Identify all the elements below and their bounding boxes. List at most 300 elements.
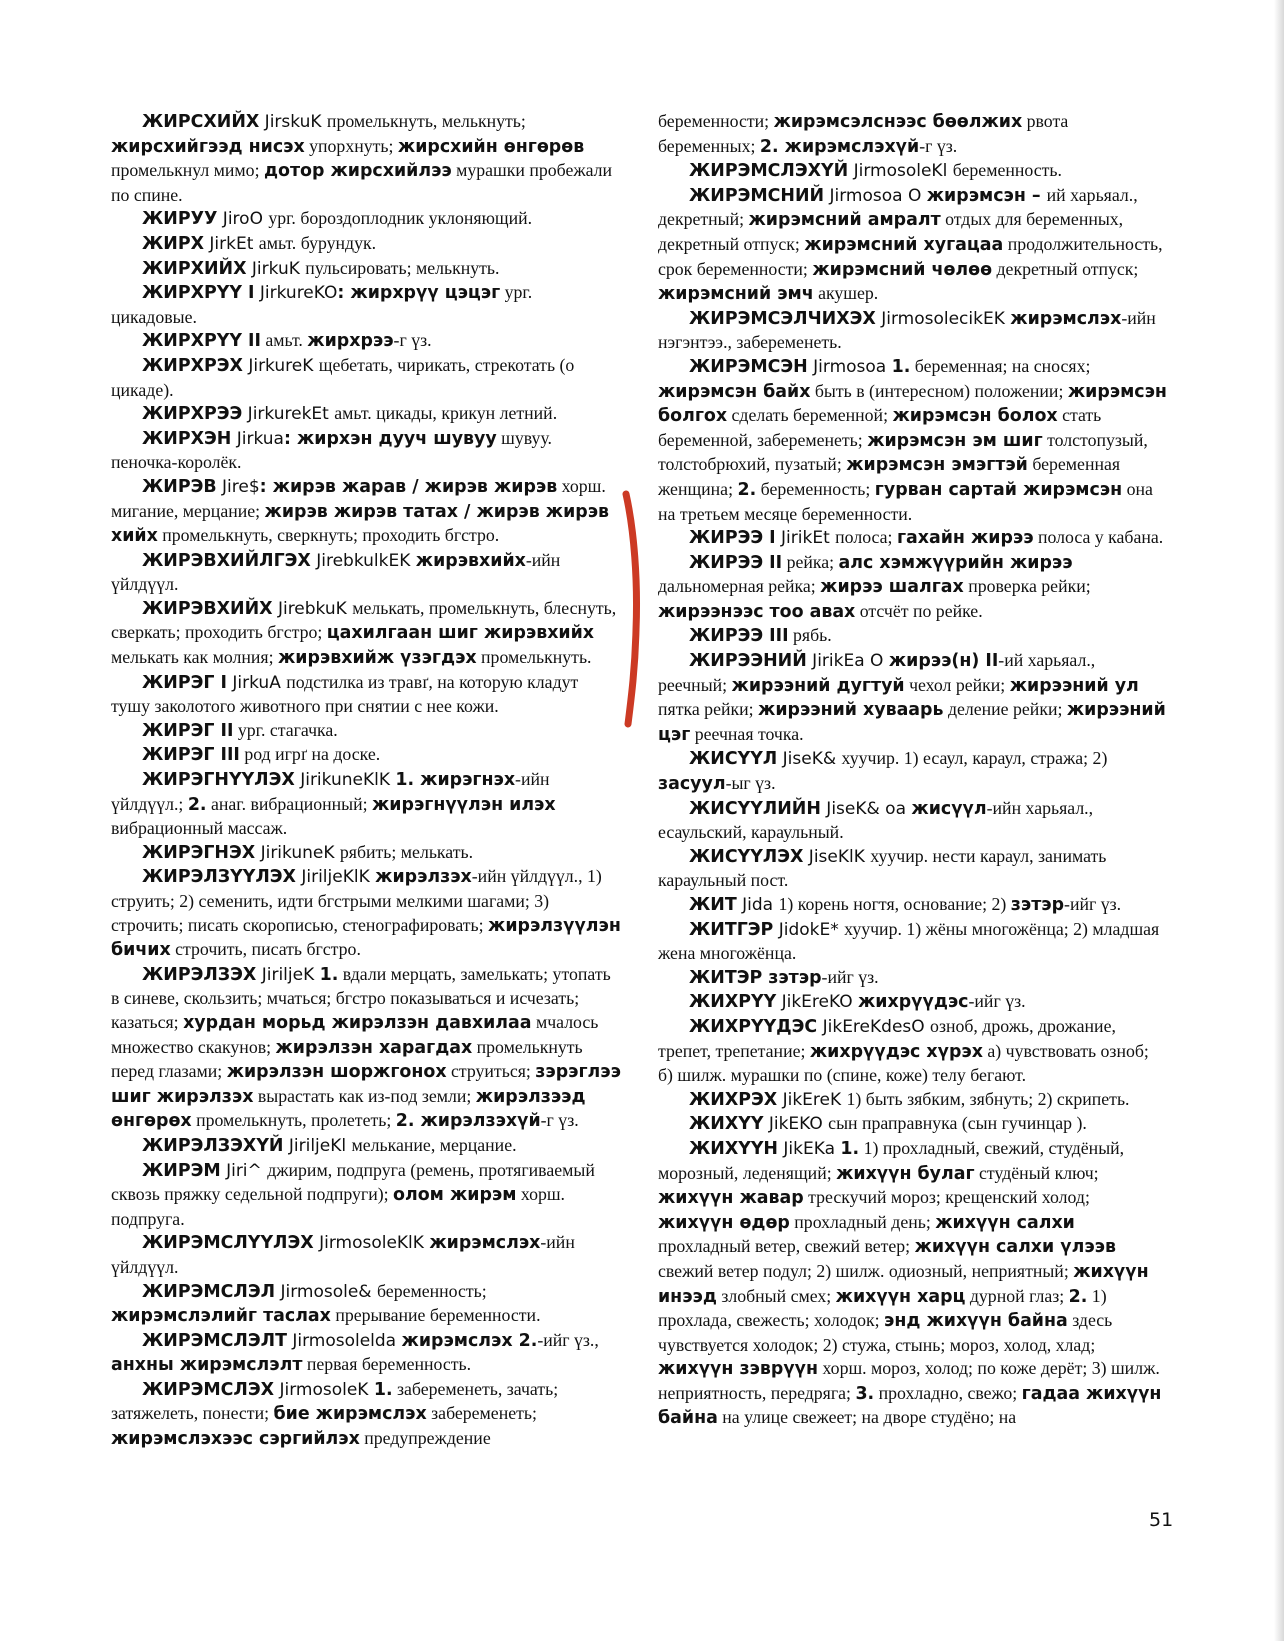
entry-definition: шувуу. пеночка-королёк. xyxy=(111,427,552,473)
entry-definition: вдали мерцать, замелькать; утопать в синеве, скользить; мчаться; бгстро показываться и исчезать; казаться; xyxy=(111,963,611,1032)
entry-phrase: жирэлзүүлэн бичих xyxy=(111,915,621,961)
dictionary-entry xyxy=(658,526,1168,551)
entry-headword: ЖИРЭМСЛЭЛ xyxy=(142,1281,276,1302)
entry-definition: беременность; xyxy=(376,1280,487,1301)
entry-definition: упорхнуть; xyxy=(304,135,398,156)
dictionary-entry xyxy=(658,990,1168,1015)
entry-phrase: 1. xyxy=(840,1138,860,1159)
entry-definition: 1) быть зябким, зябнуть; 2) скрипеть. xyxy=(846,1088,1130,1109)
entry-definition: ург. бороздоплодник уклоняющий. xyxy=(268,208,533,229)
entry-headword: ЖИРХРҮҮ I xyxy=(142,283,255,304)
entry-transliteration: JirmosoleKl xyxy=(848,161,953,182)
entry-transliteration: JiriljeK xyxy=(256,964,320,985)
entry-phrase: жисүүл xyxy=(911,798,987,819)
entry-phrase: жирээний хуваарь xyxy=(758,700,944,721)
entry-phrase: зэтэр xyxy=(1010,895,1065,915)
entry-headword: ЖИРЭГ III xyxy=(142,745,240,766)
entry-phrase: жирэмслэх xyxy=(429,1233,541,1254)
entry-transliteration: JirmosoleKlK xyxy=(313,1233,430,1254)
entry-transliteration: Jirkua xyxy=(231,428,284,449)
dictionary-entry xyxy=(658,893,1168,918)
entry-transliteration: JirkuA xyxy=(226,672,287,693)
entry-phrase: жирэлзэн шоржгонох xyxy=(226,1062,447,1083)
entry-definition: стать беременной, забеременеть; xyxy=(658,405,1102,450)
entry-definition: мурашки пробежали по спине. xyxy=(111,160,613,205)
entry-phrase: : жирхэн дууч шувуу xyxy=(283,428,497,449)
entry-definition: подстилка из травґ, на которую кладут тушу заколотого животного при снятии с нее кожи. xyxy=(111,671,579,717)
entry-headword: ЖИРЭВ xyxy=(142,476,217,497)
dictionary-entry xyxy=(111,207,621,232)
entry-transliteration: JikEreKdesO xyxy=(817,1016,931,1037)
entry-headword: ЖИРЭВХИЙЛГЭХ xyxy=(142,550,311,571)
dictionary-entry xyxy=(111,1159,621,1232)
entry-transliteration: JikEreK xyxy=(777,1089,847,1110)
entry-transliteration: Jida xyxy=(736,895,779,915)
page-number: 51 xyxy=(1149,1509,1174,1531)
entry-definition: промелькнуть, пролететь; xyxy=(191,1110,396,1131)
entry-transliteration: JiseKlK xyxy=(803,846,871,867)
dictionary-entry xyxy=(658,845,1168,893)
entry-headword: ЖИТЭР xyxy=(689,967,763,988)
entry-definition: -ийн үйлдүүл.; xyxy=(111,769,550,814)
entry-headword: ЖИРЭМСЛЭХ xyxy=(142,1379,275,1400)
entry-headword: ЖИСҮҮЛ xyxy=(689,749,778,770)
dictionary-entry xyxy=(111,549,621,597)
entry-definition: дурной глаз; xyxy=(965,1285,1069,1306)
entry-headword: ЖИРЭЭ I xyxy=(689,528,776,549)
entry-phrase: хурдан морьд жирэлзэн давхилаа xyxy=(183,1012,532,1033)
entry-definition: рябить; мелькать. xyxy=(339,841,474,862)
entry-phrase: жихрүүдэс xyxy=(858,992,969,1013)
entry-headword: ЖИРЭМСЛҮҮЛЭХ xyxy=(142,1233,314,1254)
entry-definition: чехол рейки; xyxy=(904,674,1010,695)
entry-definition: пульсировать; мелькнуть. xyxy=(305,257,500,278)
entry-phrase: жирээ(н) II xyxy=(888,651,999,672)
entry-transliteration: Jire$ xyxy=(216,476,260,497)
entry-definition: род игрґ на доске. xyxy=(239,744,381,765)
entry-phrase: жирэмсэлснээс бөөлжих xyxy=(773,112,1023,132)
entry-phrase: жирэмсэн – xyxy=(926,185,1047,206)
entry-definition: продолжительность, срок беременности; xyxy=(658,233,1163,279)
dictionary-entry xyxy=(111,354,621,402)
entry-phrase: зэрэглээ шиг жирэлзэх xyxy=(111,1062,621,1107)
entry-transliteration: JirkEt xyxy=(204,233,259,254)
entry-definition: хуучир. 1) есаул, караул, стража; 2) xyxy=(841,748,1108,769)
entry-transliteration: JiseK& oa xyxy=(820,798,912,819)
entry-phrase: жирээний цэг xyxy=(658,700,1166,745)
entry-definition: декретный отпуск; xyxy=(992,258,1139,279)
dictionary-entry xyxy=(111,671,621,719)
entry-definition: щебетать, чирикать, стрекотать (о цикаде). xyxy=(111,354,575,400)
entry-headword: ЖИХРҮҮДЭС xyxy=(689,1016,818,1037)
dictionary-entry xyxy=(111,402,621,427)
entry-definition: полоса у кабана. xyxy=(1033,527,1164,548)
entry-definition: -ийн нэгэнтээ., забеременеть. xyxy=(658,307,1156,353)
entry-phrase: цахилгаан шиг жирэвхийх xyxy=(326,623,595,644)
entry-phrase: жихүүн жавар xyxy=(658,1188,804,1209)
dictionary-entry xyxy=(658,966,1168,991)
dictionary-entry xyxy=(658,1088,1168,1113)
entry-transliteration: JirskuK xyxy=(259,112,327,132)
entry-definition: свежий ветер подул; 2) шилж. одиозный, неприятный; xyxy=(658,1260,1074,1281)
entry-transliteration: JirikEa O xyxy=(806,651,889,672)
entry-headword: ЖИСҮҮЛЭХ xyxy=(689,846,804,867)
right-column xyxy=(658,110,1168,1431)
entry-transliteration: JirkuK xyxy=(246,258,306,279)
entry-transliteration: Jirmosoa xyxy=(807,356,892,377)
entry-phrase: жирээний ул xyxy=(1009,675,1139,696)
entry-headword: ЖИТГЭР xyxy=(689,919,774,940)
entry-transliteration: JirkureKO xyxy=(254,283,338,304)
entry-headword: ЖИРЭЭНИЙ xyxy=(689,651,807,672)
entry-headword: ЖИРЭГНҮҮЛЭХ xyxy=(142,770,295,791)
entry-headword: ЖИРЭМСЛЭХҮЙ xyxy=(689,161,849,182)
entry-headword: ЖИРЭЛЗЭХҮЙ xyxy=(142,1135,284,1156)
dictionary-entry xyxy=(111,281,621,329)
entry-phrase: жихүүн салхи үлээв xyxy=(914,1237,1116,1258)
entry-headword: ЖИРХРЭЭ xyxy=(142,404,243,425)
dictionary-entry xyxy=(658,355,1168,526)
entry-transliteration: Jiri^ xyxy=(220,1160,268,1181)
entry-definition: 1) прохлада, свежесть; холодок; xyxy=(658,1285,1107,1331)
entry-phrase: гадаа жихүүн байна xyxy=(658,1383,1162,1429)
entry-headword: ЖИХҮҮ xyxy=(689,1114,764,1135)
entry-headword: ЖИРСХИЙХ xyxy=(142,112,260,132)
entry-definition: озноб, дрожь, дрожание, трепет, трепетание; xyxy=(658,1015,1116,1061)
entry-phrase: жирэлзээд өнгөрөх xyxy=(111,1086,586,1132)
entry-definition: амьт. цикады, крикун летний. xyxy=(334,403,558,424)
entry-definition: ий харьяал., декретный; xyxy=(658,184,1138,230)
entry-definition: промелькнуть перед глазами; xyxy=(111,1036,583,1082)
dictionary-entry xyxy=(111,475,621,549)
entry-phrase: жирэмслэх 2. xyxy=(401,1330,538,1351)
dictionary-entry xyxy=(658,1015,1168,1088)
dictionary-entry xyxy=(111,841,621,866)
dictionary-entry xyxy=(111,719,621,744)
entry-phrase: зэтэр xyxy=(762,967,822,988)
entry-phrase: жирэмсэн болгох xyxy=(658,381,1167,427)
dictionary-entry xyxy=(111,743,621,768)
entry-phrase: 2. жирэлзэхүй xyxy=(395,1111,541,1132)
entry-definition: акушер. xyxy=(813,283,879,304)
dictionary-entry xyxy=(111,427,621,475)
entry-definition: ург. стагачка. xyxy=(233,719,338,740)
entry-phrase: энд жихүүн байна xyxy=(884,1311,1068,1332)
entry-phrase: жихүүн инээд xyxy=(658,1261,1149,1307)
entry-phrase: гахайн жирээ xyxy=(896,528,1034,549)
entry-definition: вырастать как из-под земли; xyxy=(253,1085,476,1106)
entry-phrase: жирэлзэн харагдах xyxy=(275,1037,473,1058)
entry-phrase: жихрүүдэс хүрэх xyxy=(809,1041,983,1062)
dictionary-entry xyxy=(658,624,1168,649)
entry-definition: сын праправнука (сын гучинцар ). xyxy=(828,1113,1087,1134)
entry-definition: студёный ключ; xyxy=(974,1162,1099,1183)
dictionary-entry xyxy=(658,1112,1168,1137)
entry-headword: ЖИРЭМСЭН xyxy=(689,356,808,377)
entry-phrase: жирэлзэх xyxy=(375,867,472,888)
entry-definition: рейка; xyxy=(782,551,839,572)
dictionary-entry xyxy=(658,918,1168,966)
entry-transliteration: JiseK& xyxy=(777,749,842,770)
entry-phrase: жихүүн зэврүүн xyxy=(658,1359,819,1380)
entry-phrase: жирээнээс тоо авах xyxy=(658,601,856,622)
entry-headword: ЖИРЭГНЭХ xyxy=(142,842,256,863)
entry-phrase: засуул xyxy=(658,774,726,795)
entry-definition: промелькнуть, мелькнуть; xyxy=(326,111,526,131)
entry-phrase: анхны жирэмслэлт xyxy=(111,1355,303,1376)
entry-definition: вибрационный массаж. xyxy=(111,818,288,839)
entry-definition: мелькание, мерцание. xyxy=(351,1134,517,1155)
entry-phrase: 1. xyxy=(373,1379,393,1400)
entry-transliteration: Jirmosoa O xyxy=(824,185,927,206)
entry-headword: ЖИРЭГ II xyxy=(142,720,234,741)
entry-definition: -ийн үйлдүүл., 1) струить; 2) семенить, идти бгстрыми мелкими шагами; 3) строчить; писать скорописью, стенографировать; xyxy=(111,866,602,935)
entry-headword: ЖИРХИЙХ xyxy=(142,258,247,279)
entry-headword: ЖИРЭЛЗЭХ xyxy=(142,964,257,985)
left-column xyxy=(111,110,621,1452)
entry-definition: здесь чувствуется холодок; 2) стужа, стынь; мороз, холод, хлад; xyxy=(658,1310,1113,1355)
entry-definition: предупреждение xyxy=(359,1428,491,1449)
entry-definition: -г үз. xyxy=(919,135,958,156)
dictionary-entry xyxy=(658,649,1168,747)
entry-transliteration: JirikuneK xyxy=(255,842,340,863)
entry-transliteration: JidokE* xyxy=(773,919,845,940)
entry-definition: джирим, подпруга (ремень, протягиваемый сквозь пряжку седельной подпруги); xyxy=(111,1159,595,1205)
entry-definition: -г үз. xyxy=(540,1110,579,1131)
entry-definition: сделать беременной; xyxy=(727,405,893,426)
dictionary-entry xyxy=(111,110,621,207)
entry-definition: а) чувствовать озноб; б) шилж. мурашки по (спине, коже) телу бегают. xyxy=(658,1040,1149,1086)
entry-phrase: жирэмсний амралт xyxy=(748,210,941,231)
entry-headword: ЖИРЭМ xyxy=(142,1160,221,1181)
entry-definition: -ийг үз. xyxy=(968,991,1026,1012)
entry-phrase: : жирхрүү цэцэг xyxy=(337,283,501,304)
entry-phrase: жирэмслэх xyxy=(1010,308,1122,329)
entry-phrase: жирэмсэн эмэгтэй xyxy=(846,455,1028,476)
dictionary-entry xyxy=(111,1280,621,1329)
entry-headword: ЖИРЭМСНИЙ xyxy=(689,185,825,206)
entry-transliteration: JirmosolecikEK xyxy=(875,308,1011,329)
entry-definition: хорш. подпруга. xyxy=(111,1184,565,1229)
entry-phrase: жирэмсэн эм шиг xyxy=(867,430,1043,451)
dictionary-entry xyxy=(111,865,621,962)
entry-headword: ЖИТ xyxy=(689,895,737,915)
entry-definition: забеременеть; xyxy=(426,1403,537,1424)
dictionary-entry xyxy=(111,1378,621,1452)
dictionary-entry xyxy=(111,1134,621,1159)
entry-definition: прохладно, свежо; xyxy=(874,1382,1022,1403)
entry-definition: дальномерная рейка; xyxy=(658,576,821,597)
entry-headword: ЖИРЭМСЛЭЛТ xyxy=(142,1330,287,1351)
dictionary-entry xyxy=(658,159,1168,184)
dictionary-entry xyxy=(111,1329,621,1378)
entry-phrase: гурван сартай жирэмсэн xyxy=(874,479,1123,500)
entry-phrase: жирэмсний чөлөө xyxy=(812,259,993,280)
dictionary-entry xyxy=(658,110,1168,159)
entry-phrase: 2. xyxy=(187,794,207,815)
entry-transliteration: JiriljeKl xyxy=(283,1135,352,1156)
dictionary-entry xyxy=(111,963,621,1134)
entry-transliteration: JiriljeKlK xyxy=(295,867,376,888)
entry-definition: -ыг үз. xyxy=(725,773,776,794)
entry-headword: ЖИХҮҮН xyxy=(689,1138,778,1159)
entry-definition: хуучир. нести караул, занимать караульный пост. xyxy=(658,845,1107,891)
red-pen-mark xyxy=(620,490,650,730)
entry-headword: ЖИРЭГ I xyxy=(142,672,227,693)
entry-phrase: жихүүн салхи xyxy=(935,1212,1075,1233)
entry-headword: ЖИРХРЭХ xyxy=(142,355,243,376)
entry-headword: ЖИРУУ xyxy=(142,209,218,230)
entry-definition: мелькать как молния; xyxy=(111,647,278,668)
entry-definition: промелькнуть. xyxy=(476,647,592,668)
dictionary-entry xyxy=(111,257,621,282)
entry-phrase: жихүүн өдөр xyxy=(658,1212,790,1233)
entry-definition: беременная женщина; xyxy=(658,454,1121,499)
entry-phrase: жирэмсний эмч xyxy=(658,284,814,305)
page-edge-shadow xyxy=(1274,0,1284,1641)
entry-definition: рвота беременных; xyxy=(658,111,1069,156)
entry-definition: быть в (интересном) положении; xyxy=(810,380,1068,401)
entry-headword: ЖИРЭЭ III xyxy=(689,626,789,647)
entry-phrase: бие жирэмслэх xyxy=(273,1404,427,1425)
entry-definition: пятка рейки; xyxy=(658,699,759,720)
entry-phrase: жирэмслэлийг таслах xyxy=(111,1306,331,1327)
entry-definition: прохладный ветер, свежий ветер; xyxy=(658,1236,915,1257)
entry-phrase: жирхрээ xyxy=(307,331,394,352)
entry-definition: беременная; на сносях; xyxy=(910,355,1091,376)
dictionary-entry xyxy=(111,768,621,841)
entry-transliteration: Jirmosole& xyxy=(275,1281,377,1302)
entry-definition: хорш. мигание, мерцание; xyxy=(111,475,606,521)
entry-transliteration: JirkureK xyxy=(242,355,319,376)
entry-definition: деление рейки; xyxy=(943,699,1067,720)
entry-definition: толстопузый, толстобрюхий, пузатый; xyxy=(658,429,1148,475)
entry-definition: -ийн харьяал., есаульский, караульный. xyxy=(658,797,1094,843)
dictionary-entry xyxy=(111,1231,621,1279)
entry-phrase: олом жирэм xyxy=(393,1185,517,1206)
entry-phrase: жирэмсэн болох xyxy=(892,406,1058,427)
entry-phrase: жирсхийгээд нисэх xyxy=(111,136,305,157)
entry-phrase: 2. xyxy=(737,479,757,500)
entry-phrase: жирэмсний хугацаа xyxy=(804,234,1004,255)
entry-headword: ЖИРЭМСЭЛЧИХЭХ xyxy=(689,308,876,329)
entry-definition: на улице свежеет; на дворе студёно; на xyxy=(717,1407,1017,1428)
entry-definition: прерывание беременности. xyxy=(330,1305,541,1326)
entry-definition: беременности; xyxy=(658,111,774,131)
entry-transliteration: JikEreKO xyxy=(776,992,858,1013)
entry-phrase: жихүүн булаг xyxy=(836,1163,975,1184)
entry-phrase: 1. xyxy=(319,964,339,985)
entry-definition: амьт. xyxy=(260,330,308,351)
entry-definition: анаг. вибрационный; xyxy=(206,793,372,814)
dictionary-entry xyxy=(658,747,1168,796)
entry-definition: она на третьем месяце беременности. xyxy=(658,478,1153,524)
entry-headword: ЖИРХРҮҮ II xyxy=(142,331,261,352)
dictionary-entry xyxy=(658,184,1168,307)
entry-definition: рябь. xyxy=(788,625,832,646)
entry-definition: -г үз. xyxy=(393,330,432,351)
entry-definition: проверка рейки; xyxy=(963,576,1091,597)
dictionary-entry xyxy=(658,307,1168,355)
entry-transliteration: JikEKO xyxy=(763,1114,829,1135)
entry-transliteration: JirkurekEt xyxy=(242,404,335,425)
entry-definition: промелькнуть, сверкнуть; проходить бгстро. xyxy=(157,525,500,546)
entry-transliteration: JikEKa xyxy=(778,1138,841,1159)
entry-headword: ЖИРХ xyxy=(142,233,204,254)
entry-phrase: жирэгнүүлэн илэх xyxy=(372,794,556,815)
entry-phrase: : жирэв жарав / жирэв жирэв xyxy=(259,476,558,497)
entry-definition: струиться; xyxy=(446,1061,536,1082)
entry-definition: беременность; xyxy=(756,478,875,499)
entry-phrase: жихүүн харц xyxy=(835,1286,966,1307)
entry-definition: -ийн үйлдүүл. xyxy=(111,549,561,595)
entry-definition: мчалось множество скакунов; xyxy=(111,1011,599,1057)
entry-phrase: жирсхийн өнгөрөв xyxy=(397,136,585,157)
entry-phrase: 2. xyxy=(1068,1286,1088,1307)
entry-definition: первая беременность. xyxy=(302,1354,472,1375)
entry-definition: строчить, писать бгстро. xyxy=(170,939,361,960)
entry-transliteration: JirebkulkEK xyxy=(310,550,416,571)
entry-transliteration: JirmosoleK xyxy=(274,1379,374,1400)
entry-definition: 1) прохладный, свежий, студёный, морозный, леденящий; xyxy=(658,1137,1125,1183)
entry-definition: трескучий мороз; крещенский холод; xyxy=(803,1187,1090,1208)
entry-definition: хорш. мороз, холод; по коже дерёт; 3) шилж. неприятность, передряга; xyxy=(658,1358,1160,1403)
entry-definition: -ийг үз., xyxy=(537,1329,599,1350)
dictionary-entry xyxy=(111,329,621,354)
entry-definition: -ийн үйлдүүл. xyxy=(111,1232,575,1277)
entry-definition: полоса; xyxy=(835,527,897,548)
entry-transliteration: JirikEt xyxy=(775,528,836,549)
dictionary-entry xyxy=(658,797,1168,845)
entry-definition: реечная точка. xyxy=(690,723,804,744)
entry-phrase: 1. жирэгнэх xyxy=(395,770,516,791)
entry-headword: ЖИХРҮҮ xyxy=(689,992,777,1013)
entry-definition: беременность. xyxy=(952,160,1062,181)
entry-phrase: дотор жирсхийлээ xyxy=(263,161,452,182)
dictionary-entry xyxy=(658,551,1168,625)
entry-phrase: жирэв жирэв татах / жирэв жирэв хийх xyxy=(111,501,610,547)
dictionary-entry xyxy=(658,1137,1168,1431)
entry-transliteration: JirebkuK xyxy=(272,598,353,619)
entry-definition: отдых для беременных, декретный отпуск; xyxy=(658,209,1124,254)
entry-headword: ЖИСҮҮЛИЙН xyxy=(689,798,821,819)
dictionary-entry xyxy=(111,232,621,257)
entry-transliteration: JiroO xyxy=(217,209,269,230)
entry-headword: ЖИРХЭН xyxy=(142,428,232,449)
entry-transliteration: Jirmosolelda xyxy=(286,1330,402,1351)
entry-definition: -ийг үз. xyxy=(1064,894,1122,914)
entry-definition: -ий харьяал., реечный; xyxy=(658,650,1096,695)
entry-definition: хуучир. 1) жёны многожёнца; 2) младшая жена многожёнца. xyxy=(658,918,1160,964)
entry-headword: ЖИРЭЭ II xyxy=(689,552,783,573)
entry-phrase: 1. xyxy=(891,356,911,377)
entry-definition: промелькнул мимо; xyxy=(111,160,264,181)
entry-definition: забеременеть, зачать; затяжелеть, понести; xyxy=(111,1378,559,1424)
entry-transliteration: JirikuneKlK xyxy=(294,770,396,791)
entry-phrase: алс хэмжүүрийн жирээ xyxy=(838,552,1073,573)
entry-phrase: жирэвхийж үзэгдэх xyxy=(277,648,477,669)
entry-definition: -ийг үз. xyxy=(821,966,879,987)
entry-phrase: жирэвхийх xyxy=(415,550,526,571)
entry-definition: амьт. бурундук. xyxy=(258,232,377,253)
entry-definition: злобный смех; xyxy=(716,1285,836,1306)
dictionary-entry xyxy=(111,597,621,671)
entry-definition: прохладный день; xyxy=(789,1211,936,1232)
entry-definition: отсчёт по рейке. xyxy=(855,600,983,621)
entry-headword: ЖИРЭЛЗҮҮЛЭХ xyxy=(142,867,296,888)
entry-phrase: жирэмсэн байх xyxy=(658,381,811,402)
entry-phrase: жирээний дугтуй xyxy=(731,675,905,696)
